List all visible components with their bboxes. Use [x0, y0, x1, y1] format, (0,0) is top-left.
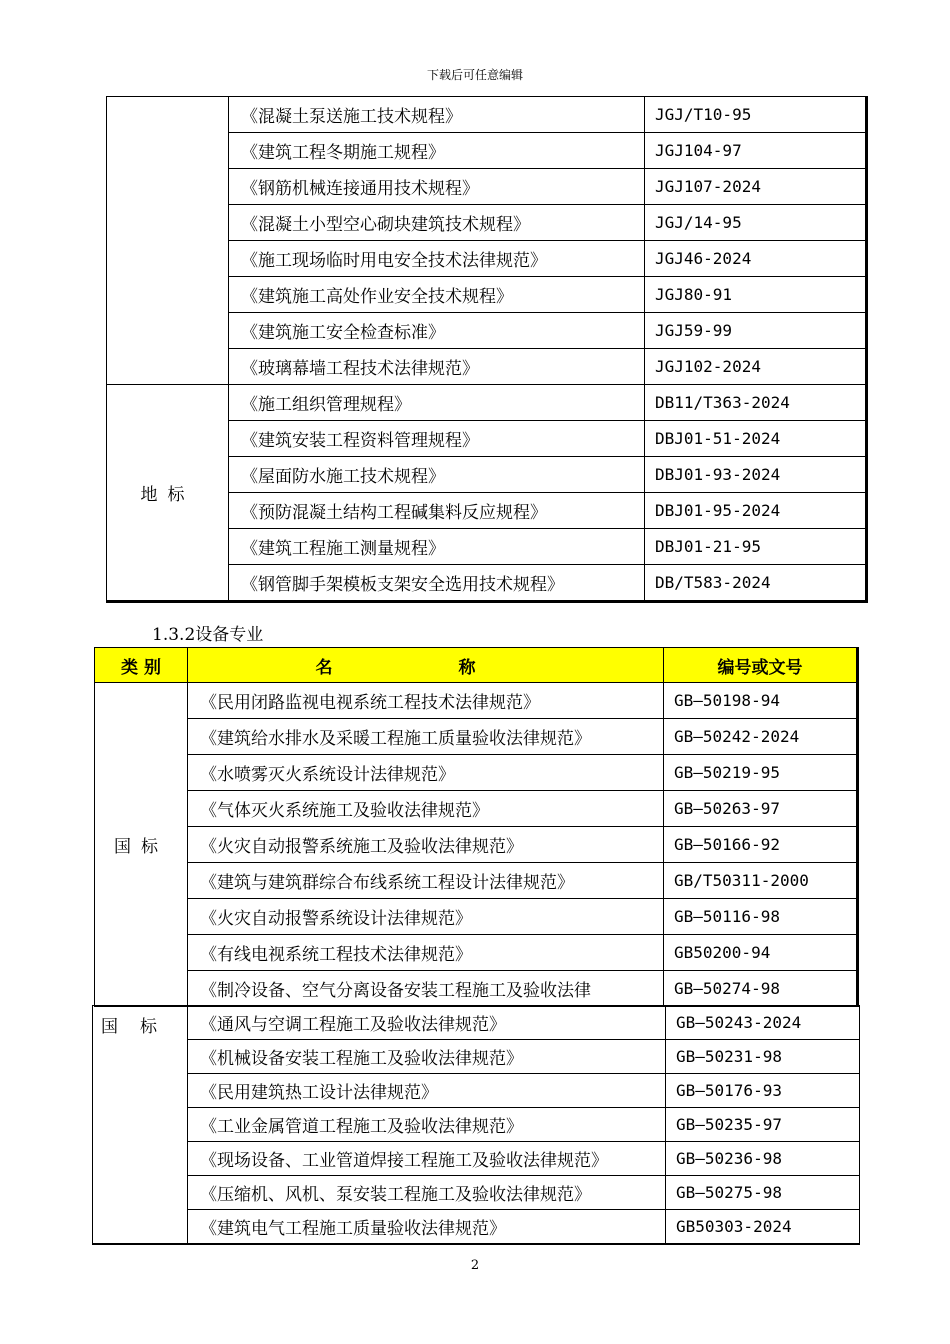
standard-name: 《气体灭火系统施工及验收法律规范》 — [188, 791, 664, 827]
standard-code: GB–50275-98 — [666, 1176, 860, 1210]
standard-code: DBJ01-51-2024 — [645, 421, 867, 457]
standard-code: GB50200-94 — [664, 935, 858, 971]
table-row — [95, 755, 858, 791]
table-row — [95, 683, 858, 719]
header-name: 名 称 — [188, 648, 664, 683]
standard-code: JGJ59-99 — [645, 313, 867, 349]
category-cell: 地标 — [107, 385, 229, 602]
standard-code: GB–50263-97 — [664, 791, 858, 827]
standard-name: 《钢管脚手架模板支架安全选用技术规程》 — [229, 565, 645, 602]
standard-name: 《工业金属管道工程施工及验收法律规范》 — [188, 1108, 666, 1142]
category-cell: 国标 — [95, 683, 188, 1007]
page-header-note: 下载后可任意编辑 — [426, 68, 523, 82]
table-row — [93, 1108, 860, 1142]
section-title: 1.3.2设备专业 — [152, 625, 264, 645]
standard-code: GB–50235-97 — [666, 1108, 860, 1142]
standard-name: 《施工组织管理规程》 — [229, 385, 645, 421]
standard-name: 《建筑给水排水及采暖工程施工质量验收法律规范》 — [188, 719, 664, 755]
standard-name: 《有线电视系统工程技术法律规范》 — [188, 935, 664, 971]
standard-code: DBJ01-21-95 — [645, 529, 867, 565]
standard-code: GB–50274-98 — [664, 971, 858, 1007]
standard-name: 《现场设备、工业管道焊接工程施工及验收法律规范》 — [188, 1142, 666, 1176]
standard-name: 《建筑与建筑群综合布线系统工程设计法律规范》 — [188, 863, 664, 899]
table-row — [95, 863, 858, 899]
standard-code: DB/T583-2024 — [645, 565, 867, 602]
standard-code: JGJ46-2024 — [645, 241, 867, 277]
standard-code: JGJ102-2024 — [645, 349, 867, 385]
standard-code: GB–50242-2024 — [664, 719, 858, 755]
table-row — [95, 899, 858, 935]
standard-name: 《火灾自动报警系统设计法律规范》 — [188, 899, 664, 935]
standard-name: 《建筑电气工程施工质量验收法律规范》 — [188, 1210, 666, 1245]
table-row — [95, 719, 858, 755]
standard-name: 《建筑施工高处作业安全技术规程》 — [229, 277, 645, 313]
standard-name: 《压缩机、风机、泵安装工程施工及验收法律规范》 — [188, 1176, 666, 1210]
table-row — [93, 1006, 860, 1040]
standard-code: JGJ107-2024 — [645, 169, 867, 205]
table-row — [95, 827, 858, 863]
standard-code: GB–50219-95 — [664, 755, 858, 791]
standard-code: GB–50198-94 — [664, 683, 858, 719]
table-row — [107, 97, 867, 133]
standard-name: 《机械设备安装工程施工及验收法律规范》 — [188, 1040, 666, 1074]
header-category: 类 别 — [95, 648, 188, 683]
standard-name: 《民用建筑热工设计法律规范》 — [188, 1074, 666, 1108]
equipment-standards-table-continued — [92, 1005, 860, 1245]
standard-code: GB–50116-98 — [664, 899, 858, 935]
standard-name: 《火灾自动报警系统施工及验收法律规范》 — [188, 827, 664, 863]
standard-name: 《屋面防水施工技术规程》 — [229, 457, 645, 493]
table-row — [93, 1176, 860, 1210]
table-row — [95, 971, 858, 1007]
table-row — [93, 1040, 860, 1074]
standard-code: DBJ01-93-2024 — [645, 457, 867, 493]
standard-code: GB/T50311-2000 — [664, 863, 858, 899]
page-number: 2 — [470, 1258, 480, 1273]
standard-name: 《民用闭路监视电视系统工程技术法律规范》 — [188, 683, 664, 719]
table-header-row — [95, 648, 858, 683]
header-code: 编号或文号 — [664, 648, 858, 683]
standards-table-1 — [106, 96, 868, 603]
standard-code: GB50303-2024 — [666, 1210, 860, 1245]
standard-code: JGJ80-91 — [645, 277, 867, 313]
standard-code: DB11/T363-2024 — [645, 385, 867, 421]
standard-name: 《建筑工程冬期施工规程》 — [229, 133, 645, 169]
table-row — [95, 935, 858, 971]
standard-code: GB–50236-98 — [666, 1142, 860, 1176]
table-row — [93, 1142, 860, 1176]
standard-name: 《制冷设备、空气分离设备安装工程施工及验收法律 — [188, 971, 664, 1007]
standard-name: 《预防混凝土结构工程碱集料反应规程》 — [229, 493, 645, 529]
standard-code: JGJ104-97 — [645, 133, 867, 169]
category-cell — [107, 97, 229, 385]
equipment-standards-table — [94, 647, 859, 1007]
standard-code: GB–50231-98 — [666, 1040, 860, 1074]
standard-code: JGJ/T10-95 — [645, 97, 867, 133]
standard-name: 《建筑施工安全检查标准》 — [229, 313, 645, 349]
table-row — [93, 1074, 860, 1108]
standard-code: GB–50243-2024 — [666, 1006, 860, 1040]
standard-name: 《钢筋机械连接通用技术规程》 — [229, 169, 645, 205]
standard-name: 《混凝土小型空心砌块建筑技术规程》 — [229, 205, 645, 241]
standard-name: 《水喷雾灭火系统设计法律规范》 — [188, 755, 664, 791]
standard-code: DBJ01-95-2024 — [645, 493, 867, 529]
standard-name: 《建筑安装工程资料管理规程》 — [229, 421, 645, 457]
standard-name: 《建筑工程施工测量规程》 — [229, 529, 645, 565]
table-row — [107, 385, 867, 421]
standard-name: 《通风与空调工程施工及验收法律规范》 — [188, 1006, 666, 1040]
standard-code: GB–50166-92 — [664, 827, 858, 863]
standard-code: GB–50176-93 — [666, 1074, 860, 1108]
standard-name: 《施工现场临时用电安全技术法律规范》 — [229, 241, 645, 277]
table-row — [95, 791, 858, 827]
standard-code: JGJ/14-95 — [645, 205, 867, 241]
standard-name: 《玻璃幕墙工程技术法律规范》 — [229, 349, 645, 385]
table-row — [93, 1210, 860, 1245]
standard-name: 《混凝土泵送施工技术规程》 — [229, 97, 645, 133]
category-cell: 国标 — [93, 1006, 188, 1245]
